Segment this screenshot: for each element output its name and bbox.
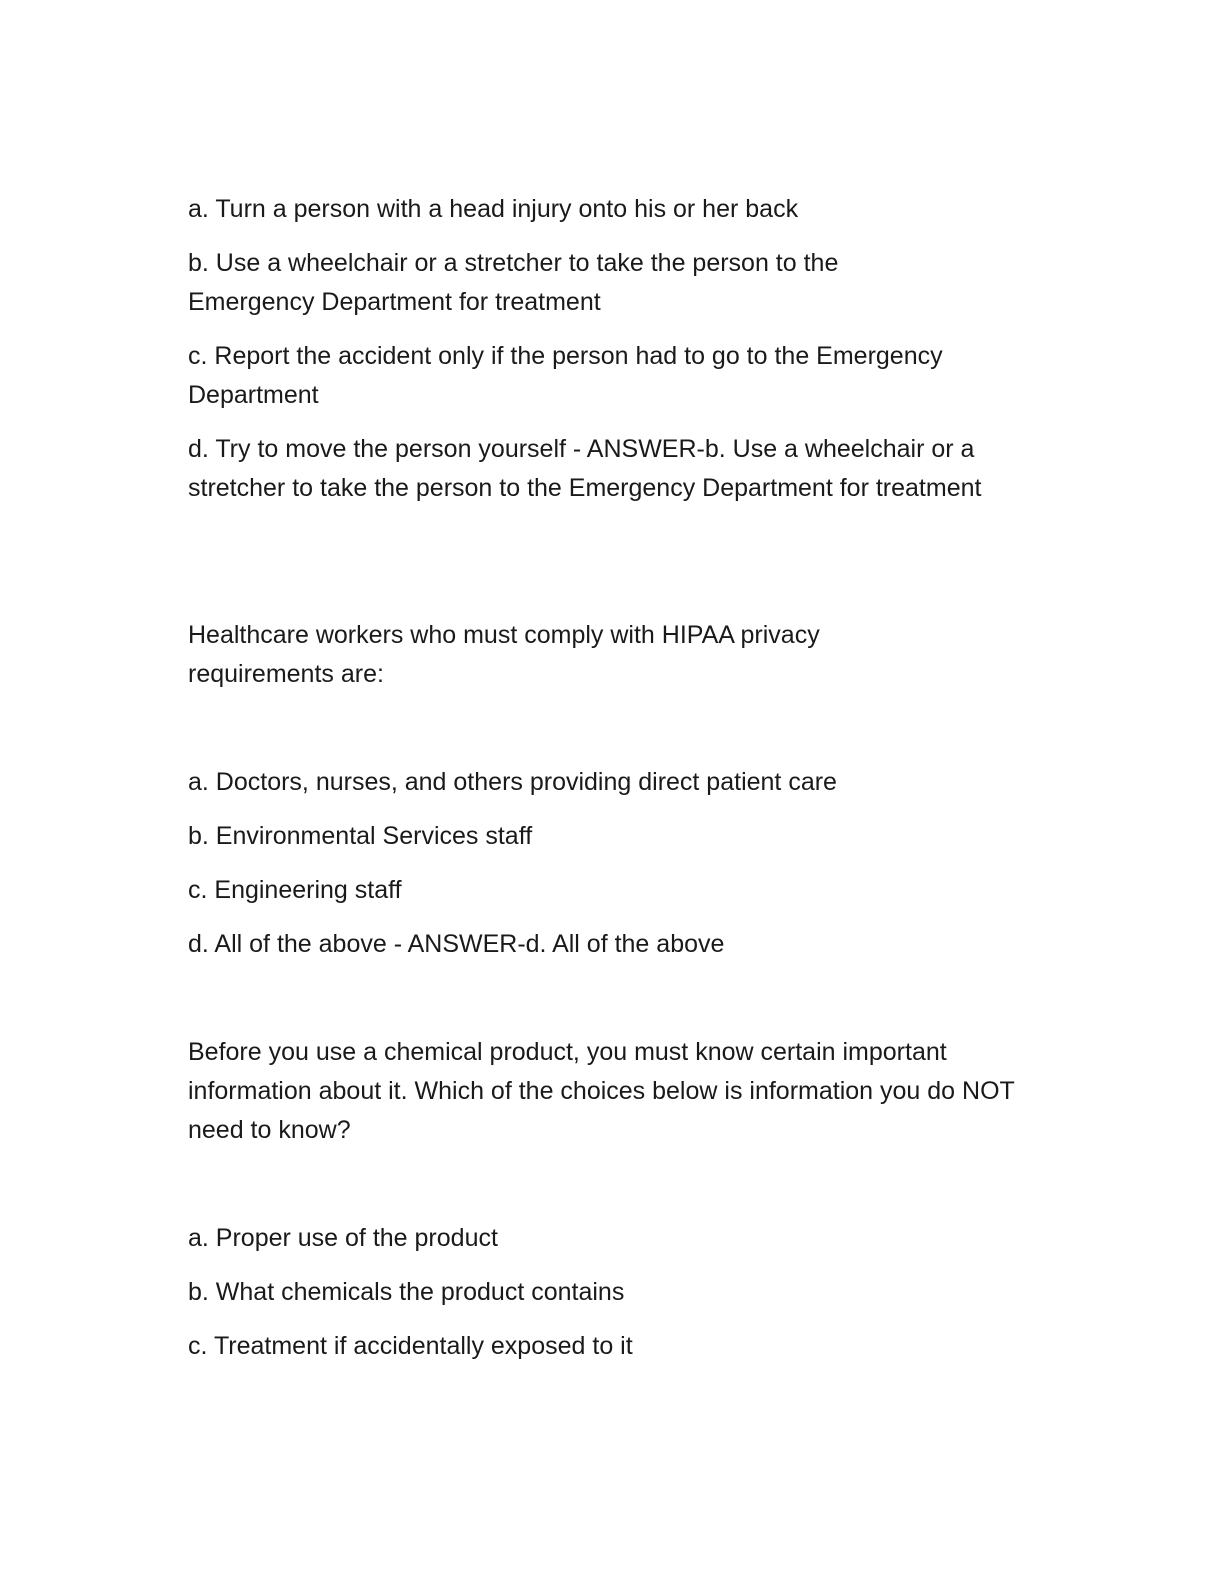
q1-option-d: d. Try to move the person yourself - ANSWER-b. Use a wheelchair or a stretcher to take the person to the Emergency Department for treatment <box>188 435 982 502</box>
q2-option-d: d. All of the above - ANSWER-d. All of the above <box>188 930 725 958</box>
q3-option-a: a. Proper use of the product <box>188 1224 498 1252</box>
q2-option-a: a. Doctors, nurses, and others providing direct patient care <box>188 768 837 796</box>
q1-option-c: c. Report the accident only if the person had to go to the Emergency Department <box>188 342 943 409</box>
q1-option-a: a. Turn a person with a head injury onto his or her back <box>188 195 799 223</box>
q2-question: Healthcare workers who must comply with HIPAA privacy requirements are: <box>188 621 820 688</box>
q2-option-c: c. Engineering staff <box>188 876 402 904</box>
q3-question: Before you use a chemical product, you must know certain important information about it. Which of the choices below is information you do NOT need to know? <box>188 1038 1015 1144</box>
q1-option-b: b. Use a wheelchair or a stretcher to take the person to the Emergency Department for treatment <box>188 249 839 316</box>
q2-option-b: b. Environmental Services staff <box>188 822 533 850</box>
q3-option-b: b. What chemicals the product contains <box>188 1278 625 1306</box>
q3-option-c: c. Treatment if accidentally exposed to it <box>188 1332 633 1360</box>
